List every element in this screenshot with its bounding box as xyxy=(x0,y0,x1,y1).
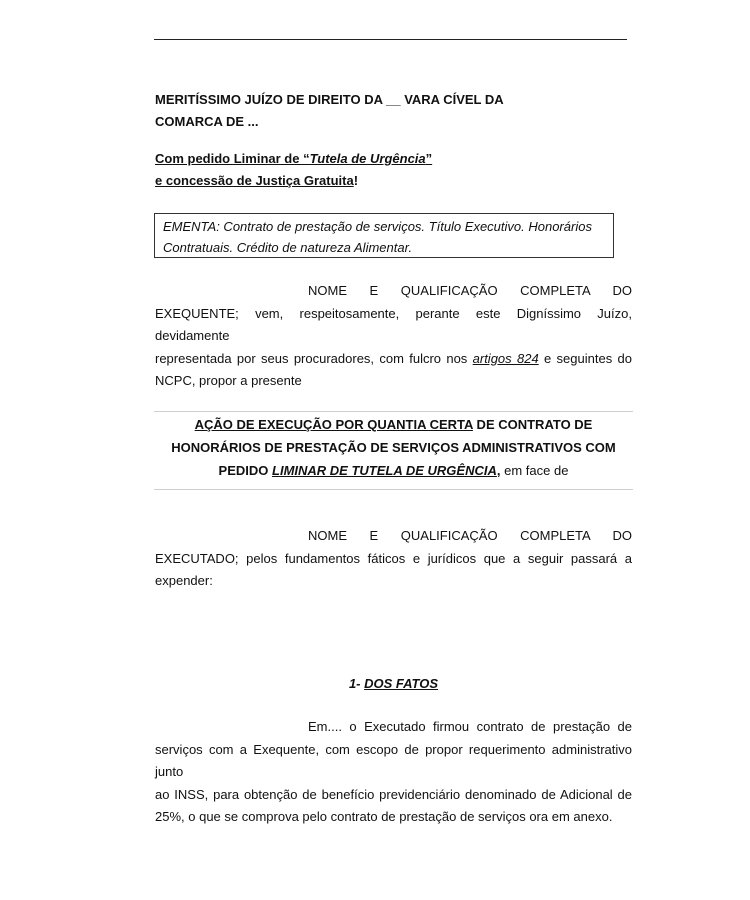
action-type: AÇÃO DE EXECUÇÃO POR QUANTIA CERTA xyxy=(194,417,473,432)
ementa-text: EMENTA: Contrato de prestação de serviços. Título Executivo. Honorários Contratuais. Crédito de natureza Alimentar. xyxy=(163,219,592,255)
section-title: DOS FATOS xyxy=(364,676,439,691)
action-divider-top xyxy=(154,411,633,412)
executado-paragraph xyxy=(155,525,632,593)
paragraph-line: NOME E QUALIFICAÇÃO COMPLETA DO xyxy=(308,528,632,543)
action-line-2: HONORÁRIOS DE PRESTAÇÃO DE SERVIÇOS ADMINISTRATIVOS COM xyxy=(171,440,616,455)
action-divider-bottom xyxy=(154,489,633,490)
paragraph-line: 25%, o que se comprova pelo contrato de prestação de serviços ora em anexo. xyxy=(155,809,613,824)
action-title xyxy=(154,413,633,482)
paragraph-line: NOME E QUALIFICAÇÃO COMPLETA DO xyxy=(308,283,632,298)
facts-paragraph xyxy=(155,716,632,829)
paragraph-line: representada por seus procuradores, com fulcro nos artigos 824 e seguintes do xyxy=(155,350,632,366)
request-line-1 xyxy=(155,148,432,170)
header-rule xyxy=(154,39,627,40)
exequente-paragraph xyxy=(155,280,632,393)
action-line-1: AÇÃO DE EXECUÇÃO POR QUANTIA CERTA DE CONTRATO DE xyxy=(194,417,593,432)
action-line-3: PEDIDO LIMINAR DE TUTELA DE URGÊNCIA, em face de xyxy=(218,463,569,478)
action-injunction: LIMINAR DE TUTELA DE URGÊNCIA xyxy=(272,463,497,478)
paragraph-line: Em.... o Executado firmou contrato de prestação de xyxy=(308,719,632,734)
addressee-block xyxy=(155,89,504,133)
section-number: 1- xyxy=(348,676,365,691)
statute-reference: artigos 824 xyxy=(472,350,539,366)
request-prefix: Com pedido Liminar de “ xyxy=(155,151,310,166)
section-heading xyxy=(154,673,633,695)
addressee-line: MERITÍSSIMO JUÍZO DE DIREITO DA __ VARA CÍVEL DA xyxy=(155,92,504,107)
paragraph-line: NCPC, propor a presente xyxy=(155,373,302,388)
paragraph-line: ao INSS, para obtenção de benefício previdenciário denominado de Adicional de xyxy=(155,786,632,802)
addressee-line: COMARCA DE ... xyxy=(155,114,259,129)
request-emphasis: Tutela de Urgência xyxy=(309,151,426,166)
request-block xyxy=(155,148,432,192)
request-exclamation: ! xyxy=(353,173,359,188)
paragraph-line: expender: xyxy=(155,573,213,588)
request-line-2 xyxy=(155,170,432,192)
paragraph-line: EXEQUENTE; vem, respeitosamente, perante este Digníssimo Juízo, devidamente xyxy=(155,305,632,343)
ementa-box xyxy=(154,213,614,258)
paragraph-line: EXECUTADO; pelos fundamentos fáticos e jurídicos que a seguir passará a xyxy=(155,550,632,566)
paragraph-line: serviços com a Exequente, com escopo de propor requerimento administrativo junto xyxy=(155,741,632,779)
request-gratuity: e concessão de Justiça Gratuita xyxy=(155,173,354,188)
request-quote-close: ” xyxy=(425,151,433,166)
